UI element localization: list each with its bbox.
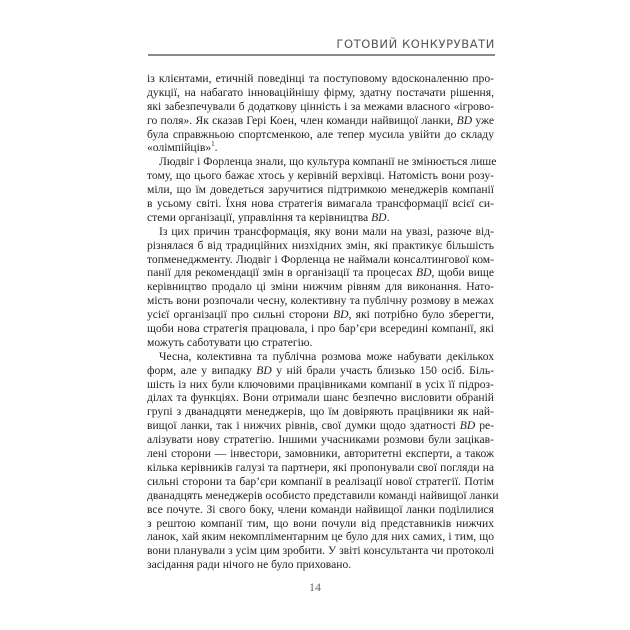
text-line [147, 308, 494, 322]
text-line [147, 503, 494, 517]
text-segment: вищої ланки, так і нижчих рівнів, свої думки щодо здатності [147, 419, 460, 433]
text-line [147, 128, 494, 142]
text-line [147, 447, 494, 461]
running-header: ГОТОВИЙ КОНКУРУВАТИ [336, 37, 495, 51]
text-line [147, 391, 494, 405]
text-line [147, 294, 494, 308]
text-segment: го поля». Як сказав Гері Коен, член команди найвищої ланки, [147, 113, 457, 127]
text-line [147, 475, 494, 489]
text-segment: . [386, 210, 390, 224]
text-segment: сильні сторони та бар’єри компанії в реалізації нової стратегії. Потім [147, 474, 494, 488]
text-segment: у ній брали участь близько 150 осіб. Біль- [271, 363, 494, 377]
italic-text: BD [459, 419, 476, 433]
text-segment: Людвіг і Форленца знали, що культура компанії не змінюється лише [159, 155, 497, 169]
text-line [147, 86, 494, 100]
text-line [147, 253, 494, 267]
text-line [147, 197, 494, 211]
text-segment: дванадцять менеджерів особисто представили команді найвищої ланки [147, 488, 499, 502]
text-line [147, 155, 497, 169]
text-segment: стеми організації, управління та керівництва [147, 210, 372, 224]
text-line [147, 114, 494, 128]
text-line [147, 141, 494, 155]
text-line [147, 433, 494, 447]
text-line [147, 488, 499, 503]
text-segment: із клієнтами, етичній поведінці та поступовому вдосконаленню про- [147, 72, 494, 85]
text-segment: алізувати нову стратегію. Іншими учасниками розмови були зацікав- [147, 433, 494, 447]
text-segment: групі з дванадцяти менеджерів, що їм довіряють працівники як най- [147, 405, 494, 419]
text-segment: уже [472, 113, 494, 127]
text-segment: форм, але у випадку [147, 363, 257, 377]
paragraph [147, 225, 494, 350]
page-number: 14 [309, 580, 321, 594]
text-segment: ланок, хай яким некомпліментарним це було для них самих, і тим, що [147, 530, 494, 544]
text-segment: тому, що цього бажає хтось у керівній верхівці. Натомість вони розу- [147, 169, 494, 183]
text-line [147, 405, 494, 419]
italic-text: BD [456, 113, 473, 127]
text-segment: кілька керівників галузі та партнери, які пропонували свої погляди на [147, 460, 494, 474]
text-segment: керівництво продало ці зміни нижчим рівням для виконання. Нато- [147, 280, 494, 294]
paragraph [147, 349, 499, 572]
text-segment: була справжньою спортсменкою, але тепер мусила увійти до складу [147, 127, 494, 141]
text-line [147, 544, 494, 558]
text-segment: Із цих причин трансформація, яку вони мали на увазі, разюче від- [159, 224, 494, 238]
italic-text: BD [416, 266, 432, 280]
text-line [147, 225, 494, 239]
text-segment: міли, що їм доведеться заручитися підтримкою менеджерів компанії [147, 183, 494, 197]
text-line [147, 378, 494, 392]
paragraph [147, 155, 497, 224]
text-line [147, 72, 494, 86]
text-line [147, 280, 494, 294]
body-text [147, 72, 499, 572]
text-segment: в усьому світі. Їхня нова стратегія вимагала трансформації всієї си- [147, 197, 494, 211]
text-line [147, 239, 494, 253]
text-line [147, 211, 494, 225]
text-segment: . [214, 141, 218, 155]
text-segment: мість вони розпочали чесну, колективну та публічну розмову в межах [147, 294, 494, 308]
italic-text: BD [256, 363, 272, 377]
text-segment: шість із них були ключовими працівниками компанії в усіх її підроз- [147, 377, 494, 391]
text-segment: топменеджменту. Людвіг і Форленца не наймали консалтингової ком- [147, 252, 494, 266]
text-line [147, 517, 494, 531]
text-segment: Чесна, колективна та публічна розмова може набувати декількох [159, 349, 494, 363]
text-segment: з рештою компанії тим, що вони почули від представників нижчих [147, 516, 494, 530]
text-line [147, 336, 494, 350]
text-line [147, 350, 494, 364]
text-line [147, 169, 494, 183]
text-segment: засідання ради нічого не було приховано. [147, 558, 352, 572]
text-segment: ділах та функціях. Вони отримали шанс безпечно висловити обраній [147, 391, 494, 405]
text-segment: щоби нова стратегія працювала, і про бар’єри всередині компанії, які [147, 322, 494, 336]
text-segment: дукції, на набагато інноваційнішу фірму, здатну постачати рішення, [147, 85, 494, 99]
text-segment: можуть саботувати цю стратегію. [147, 335, 313, 349]
text-line [147, 461, 494, 475]
italic-text: BD [371, 210, 387, 224]
paragraph [147, 72, 494, 155]
footnote-ref: 1 [211, 140, 215, 149]
text-line [147, 100, 494, 114]
text-segment: , які потрібно було зберегти, [348, 308, 494, 322]
text-segment: вони планували з усім цим зробити. У звіті консультанта чи протоколі [147, 544, 495, 558]
text-segment: панії для рекомендації змін в організації та процесах [147, 266, 417, 280]
text-line [147, 266, 494, 280]
text-segment: різнялася б від традиційних низхідних змін, які практикує більшість [147, 238, 494, 252]
text-line [147, 558, 494, 572]
text-segment: все почуте. Зі свого боку, члени команди найвищої ланки поділилися [147, 502, 494, 516]
text-segment: , щоби вище [431, 266, 495, 280]
text-line [147, 183, 494, 197]
text-line [147, 364, 494, 378]
text-line [147, 322, 494, 336]
text-line [147, 419, 494, 433]
text-segment: ре- [475, 419, 494, 433]
text-segment: лені сторони — інвестори, замовники, авторитетні експерти, а також [147, 447, 494, 461]
italic-text: BD [333, 308, 349, 322]
header-rule [148, 54, 495, 56]
text-segment: «олімпійців» [147, 141, 212, 155]
text-segment: які забезпечували б додаткову цінність і за межами власного «ігрово- [147, 99, 494, 113]
text-segment: усієї організації про сильні сторони [147, 308, 334, 322]
text-line [147, 530, 494, 544]
